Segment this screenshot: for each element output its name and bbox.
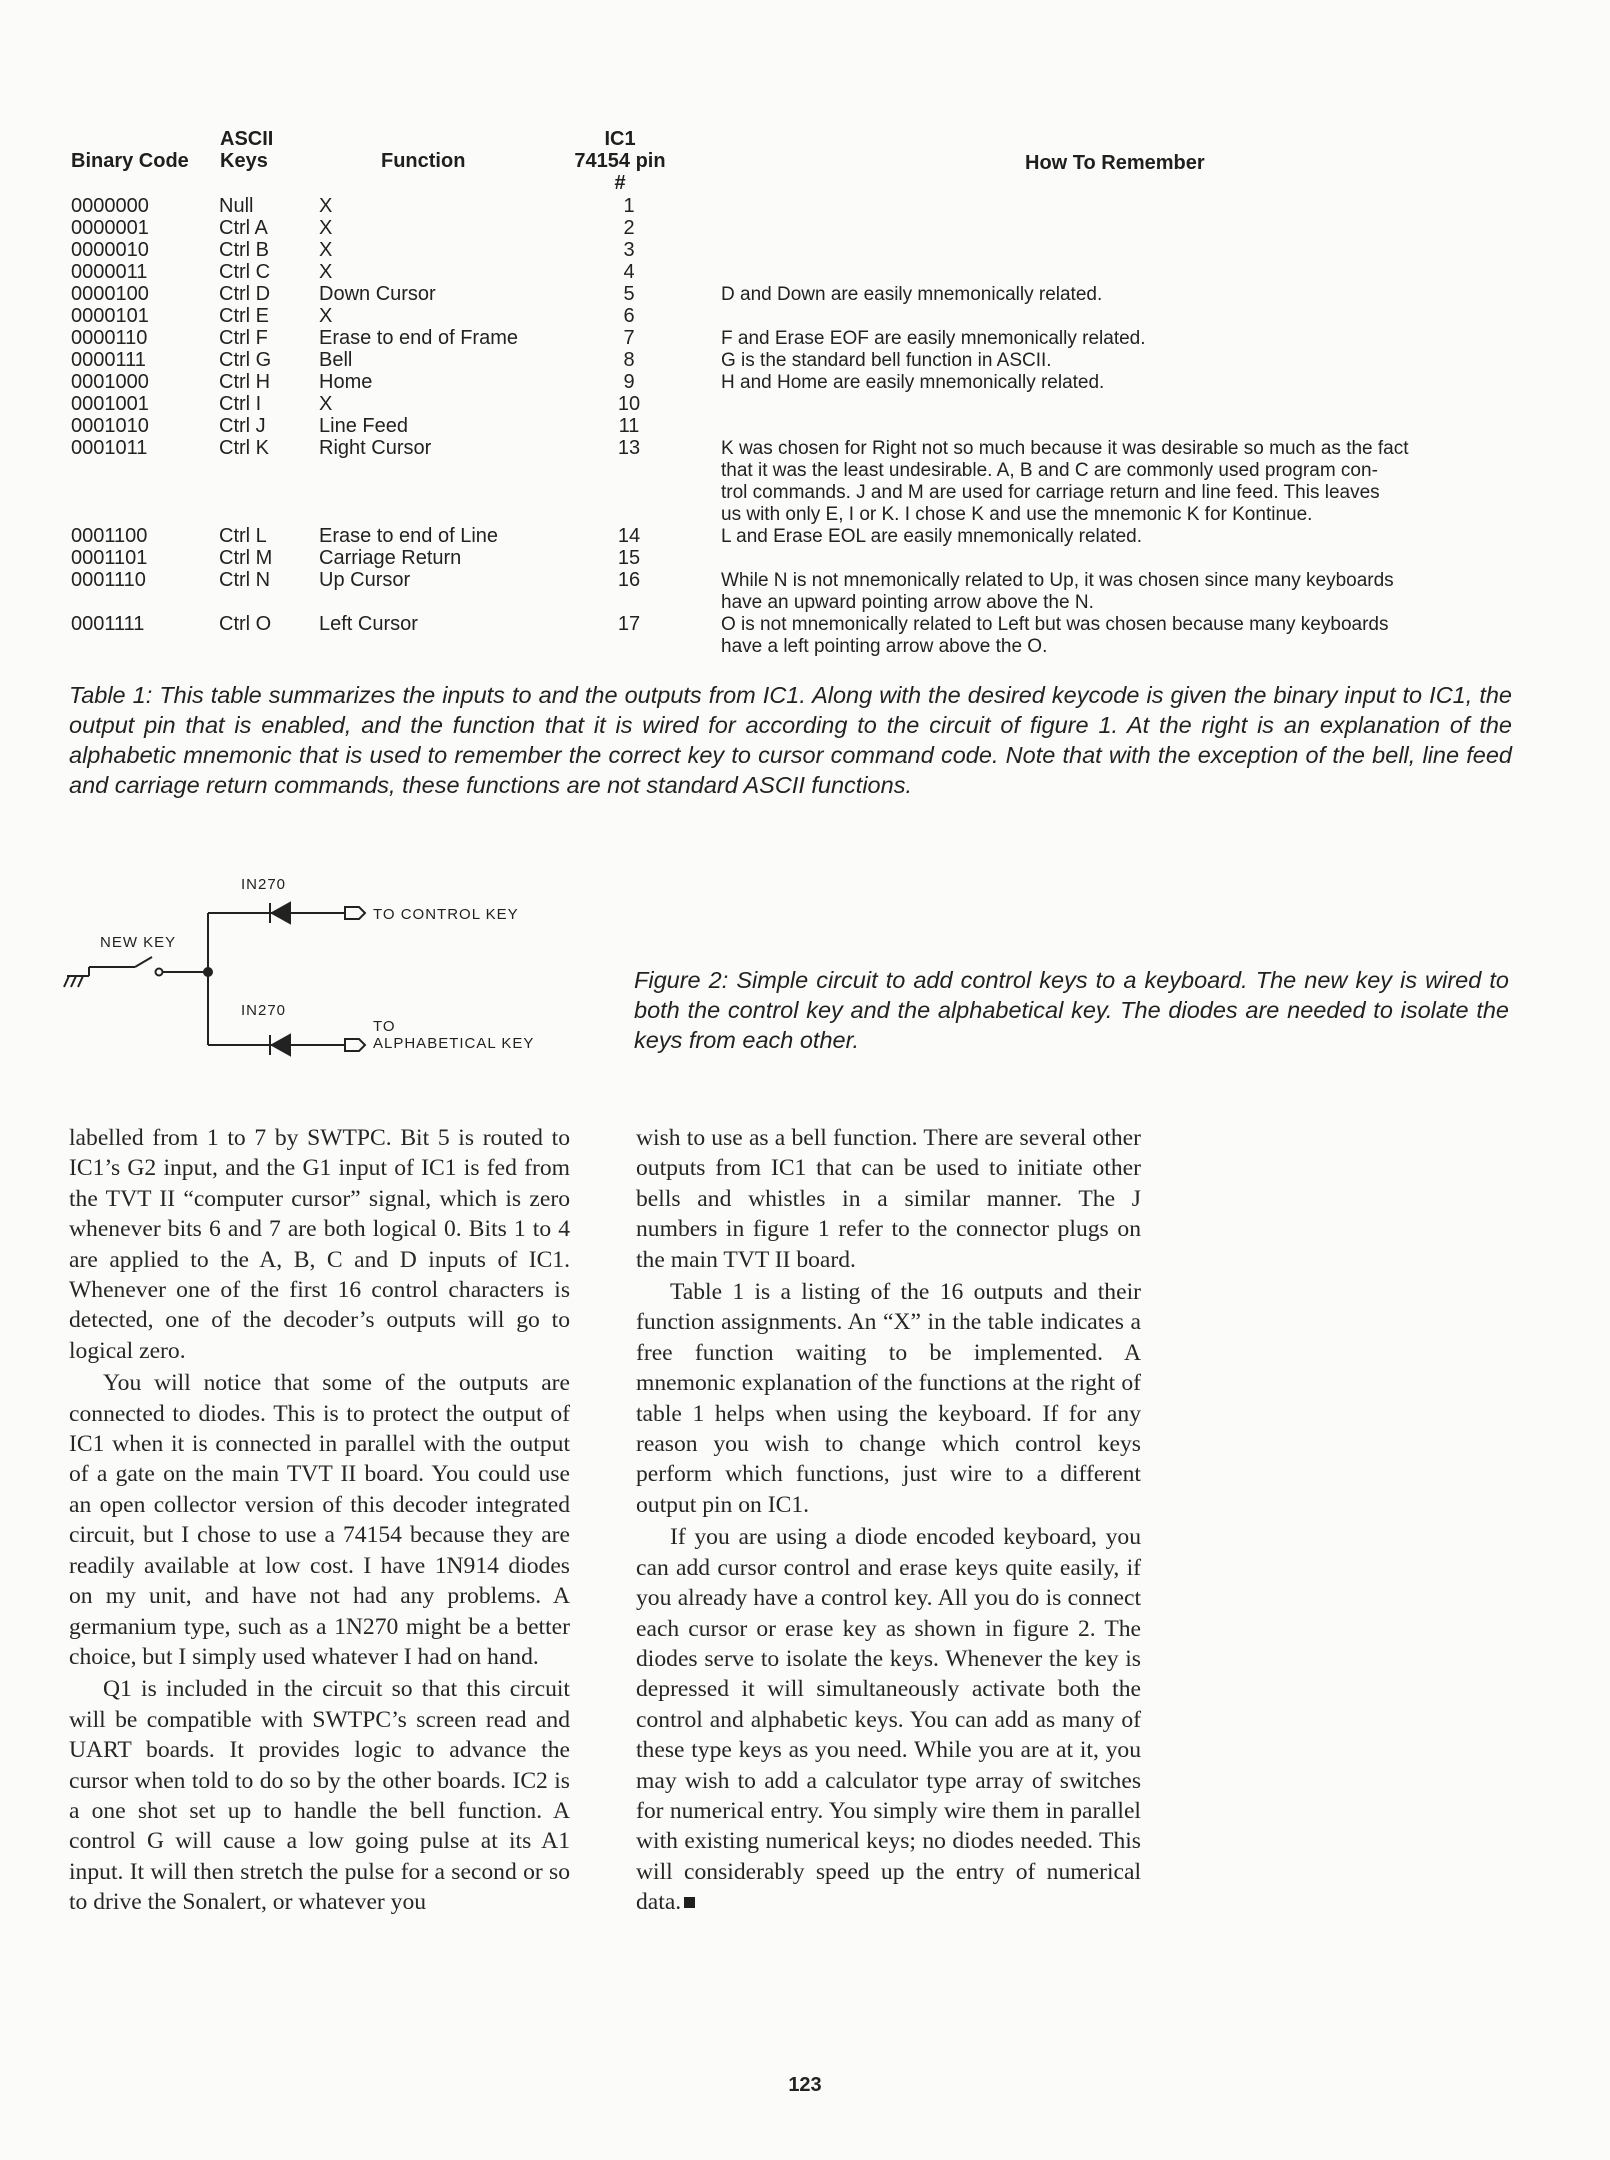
junction-dot xyxy=(203,967,213,977)
table-cell-pin: 4 xyxy=(623,261,635,283)
paragraph: wish to use as a bell function. There are several other outputs from IC1 that can be used to initiate other bells and whistles in a similar manner. The J numbers in figure 1 refer to the connector plugs on the main TVT II board. xyxy=(636,1125,1141,1273)
figure-caption: Figure 2: Simple circuit to add control keys to a keyboard. The new key is wired to both the control key and the alphabetical key. The diodes are needed to isolate the keys from each other. xyxy=(634,967,1509,1053)
table-cell-pin: 2 xyxy=(623,217,635,239)
body-column-left xyxy=(69,1123,570,1918)
table-cell-function: Home xyxy=(319,371,373,393)
table-cell-binary: 0001100 xyxy=(71,525,148,547)
table-cell-pin: 10 xyxy=(617,393,641,415)
to-control-key-label: TO CONTROL KEY xyxy=(373,906,519,923)
table-cell-function: X xyxy=(319,393,333,415)
paragraph: Table 1 is a listing of the 16 outputs and their function assignments. An “X” in the table indicates a free function waiting to be implemented. A mnemonic explanation of the functions at the right of table 1 helps when using the keyboard. If for any reason you wish to change which control keys perform which functions, just wire to a different output pin on IC1. xyxy=(636,1279,1141,1518)
remember-line: H and Home are easily mnemonically related. xyxy=(721,372,1105,393)
table-cell-binary: 0001000 xyxy=(71,371,149,393)
paragraph: Q1 is included in the circuit so that this circuit will be compatible with SWTPC’s screen read and UART boards. It provides logic to advance the cursor when told to do so by the other boards. IC2 is a one shot set up to handle the bell function. A control G will cause a low going pulse at its A1 input. It will then stretch the pulse for a second or so to drive the Sonalert, or whatever you xyxy=(69,1676,570,1916)
circuit-diagram xyxy=(55,865,575,1065)
remember-line: G is the standard bell function in ASCII. xyxy=(721,350,1052,371)
table-cell-pin: 11 xyxy=(618,415,640,437)
table-cell-function: Left Cursor xyxy=(319,613,418,635)
switch-lever xyxy=(135,957,152,967)
new-key-label: NEW KEY xyxy=(100,934,177,951)
table-cell-pin: 5 xyxy=(623,283,635,305)
table-cell-function: Carriage Return xyxy=(319,547,462,569)
table-cell-function: X xyxy=(319,305,333,327)
table-cell-key: Ctrl N xyxy=(219,569,271,591)
table-cell-key: Ctrl O xyxy=(219,613,272,635)
table-cell-key: Ctrl C xyxy=(219,261,271,283)
table-cell-key: Ctrl K xyxy=(219,437,269,459)
paragraph xyxy=(636,1522,1141,1917)
table-cell-pin: 6 xyxy=(623,305,635,327)
table-cell-binary: 0001111 xyxy=(71,613,145,635)
header-binary-code: Binary Code xyxy=(71,150,189,172)
table-cell-key: Ctrl M xyxy=(219,547,273,569)
body-column-right xyxy=(636,1123,1141,1918)
table-cell-key: Ctrl F xyxy=(219,327,268,349)
table-cell-binary: 0000000 xyxy=(71,195,149,217)
table-cell-function: X xyxy=(319,261,333,283)
table-cell-pin: 13 xyxy=(617,437,641,459)
diode-bottom xyxy=(270,1035,290,1055)
alphabetical-key-label: ALPHABETICAL KEY xyxy=(373,1035,535,1052)
header-ascii-keys xyxy=(220,128,273,172)
remember-line: have an upward pointing arrow above the N. xyxy=(721,592,1094,613)
table-caption: Table 1: This table summarizes the inputs to and the outputs from IC1. Along with the desired keycode is given the binary input to IC1, the output pin that is enabled, and the function that it is wired for according to the circuit of figure 1. At the right is an explanation of the alphabetic mnemonic that is used to remember the correct key to cursor command code. Note that with the exception of the bell, line feed and carriage return commands, these functions are not standard ASCII functions. xyxy=(69,682,1512,798)
diode-label-bottom: IN270 xyxy=(241,1002,287,1019)
table-cell-function: X xyxy=(319,195,333,217)
remember-line: L and Erase EOL are easily mnemonically related. xyxy=(721,526,1143,547)
header-ic1-pin xyxy=(570,128,670,194)
header-function: Function xyxy=(381,150,466,172)
header-ascii-line2: Keys xyxy=(220,150,268,172)
table-cell-pin: 15 xyxy=(617,547,641,569)
table-cell-binary: 0000101 xyxy=(71,305,149,327)
table-cell-function: Bell xyxy=(319,349,353,371)
page-number: 123 xyxy=(788,2074,822,2096)
table-cell-key: Ctrl H xyxy=(219,371,271,393)
table-cell-pin: 7 xyxy=(623,327,635,349)
table-cell-key: Null xyxy=(219,195,254,217)
table-cell-key: Ctrl D xyxy=(219,283,271,305)
remember-line: us with only E, I or K. I chose K and use the mnemonic K for Kontinue. xyxy=(721,504,1313,525)
table-cell-binary: 0001011 xyxy=(71,437,148,459)
diode-top xyxy=(270,903,290,923)
table-cell-pin: 1 xyxy=(623,195,635,217)
table-cell-binary: 0001101 xyxy=(71,547,148,569)
table-cell-pin: 17 xyxy=(617,613,641,635)
header-ic1-line2: 74154 pin # xyxy=(574,150,666,194)
table-cell-binary: 0000110 xyxy=(71,327,148,349)
connector-arrow-alpha xyxy=(345,1039,365,1051)
to-label: TO xyxy=(373,1018,396,1035)
table-cell-function: Line Feed xyxy=(319,415,408,437)
table-cell-binary: 0000001 xyxy=(71,217,149,239)
table-cell-function: Erase to end of Line xyxy=(319,525,499,547)
table-cell-pin: 14 xyxy=(617,525,641,547)
table-cell-pin: 8 xyxy=(623,349,635,371)
table-cell-function: Down Cursor xyxy=(319,283,436,305)
table-cell-binary: 0000100 xyxy=(71,283,149,305)
table-cell-pin: 3 xyxy=(623,239,635,261)
table-cell-function: Erase to end of Frame xyxy=(319,327,518,349)
table-cell-binary: 0001010 xyxy=(71,415,149,437)
remember-line: that it was the least undesirable. A, B and C are commonly used program con- xyxy=(721,460,1378,481)
diode-label-top: IN270 xyxy=(241,876,287,893)
remember-line: While N is not mnemonically related to Up, it was chosen since many keyboards xyxy=(721,570,1394,591)
header-ascii-line1: ASCII xyxy=(220,128,274,150)
remember-line: D and Down are easily mnemonically related. xyxy=(721,284,1103,305)
table-cell-key: Ctrl A xyxy=(219,217,268,239)
table-cell-key: Ctrl B xyxy=(219,239,269,261)
remember-line: have a left pointing arrow above the O. xyxy=(721,636,1048,657)
header-ic1-line1: IC1 xyxy=(604,128,636,150)
end-of-article-mark xyxy=(684,1897,695,1908)
table-cell-function: Up Cursor xyxy=(319,569,411,591)
remember-line: F and Erase EOF are easily mnemonically related. xyxy=(721,328,1146,349)
header-how-to-remember: How To Remember xyxy=(1025,152,1205,174)
remember-line: O is not mnemonically related to Left but was chosen because many keyboards xyxy=(721,614,1389,635)
table-cell-key: Ctrl I xyxy=(219,393,262,415)
table-cell-binary: 0000011 xyxy=(71,261,148,283)
table-cell-key: Ctrl L xyxy=(219,525,267,547)
table-cell-pin: 9 xyxy=(623,371,635,393)
remember-line: K was chosen for Right not so much because it was desirable so much as the fact xyxy=(721,438,1409,459)
switch-contact xyxy=(156,969,163,976)
paragraph: You will notice that some of the outputs are connected to diodes. This is to protect the output of IC1 when it is connected in parallel with the output of a gate on the main TVT II board. You could use an open collector version of this decoder integrated circuit, but I chose to use a 74154 because they are readily available at low cost. I have 1N914 diodes on my unit, and have not had any problems. A germanium type, such as a 1N270 might be a better choice, but I simply used whatever I had on hand. xyxy=(69,1370,570,1670)
table-cell-key: Ctrl G xyxy=(219,349,272,371)
table-cell-pin: 16 xyxy=(617,569,641,591)
table-cell-binary: 0000010 xyxy=(71,239,149,261)
table-cell-key: Ctrl J xyxy=(219,415,266,437)
table-cell-function: X xyxy=(319,217,333,239)
table-cell-key: Ctrl E xyxy=(219,305,269,327)
connector-arrow-control xyxy=(345,907,365,919)
table-cell-binary: 0001110 xyxy=(71,569,146,591)
table-cell-binary: 0000111 xyxy=(71,349,146,371)
table-cell-binary: 0001001 xyxy=(71,393,149,415)
table-cell-function: X xyxy=(319,239,333,261)
paragraph-text: If you are using a diode encoded keyboard, you can add cursor control and erase keys quite easily, if you already have a control key. All you do is connect each cursor or erase key as shown in figure 2. The diodes serve to isolate the keys. Whenever the key is depressed it will simultaneously activate both the control and alphabetic keys. You can add as many of these type keys as you need. While you are at it, you may wish to add a calculator type array of switches for numerical entry. You simply wire them in parallel with existing numerical keys; no diodes needed. This will considerably speed up the entry of numerical data. xyxy=(636,1524,1141,1916)
remember-line: trol commands. J and M are used for carriage return and line feed. This leaves xyxy=(721,482,1380,503)
table-cell-function: Right Cursor xyxy=(319,437,432,459)
paragraph: labelled from 1 to 7 by SWTPC. Bit 5 is routed to IC1’s G2 input, and the G1 input of IC1 is fed from the TVT II “computer cursor” signal, which is zero whenever bits 6 and 7 are both logical 0. Bits 1 to 4 are applied to the A, B, C and D inputs of IC1. Whenever one of the first 16 control characters is detected, one of the decoder’s outputs will go to logical zero. xyxy=(69,1125,570,1364)
